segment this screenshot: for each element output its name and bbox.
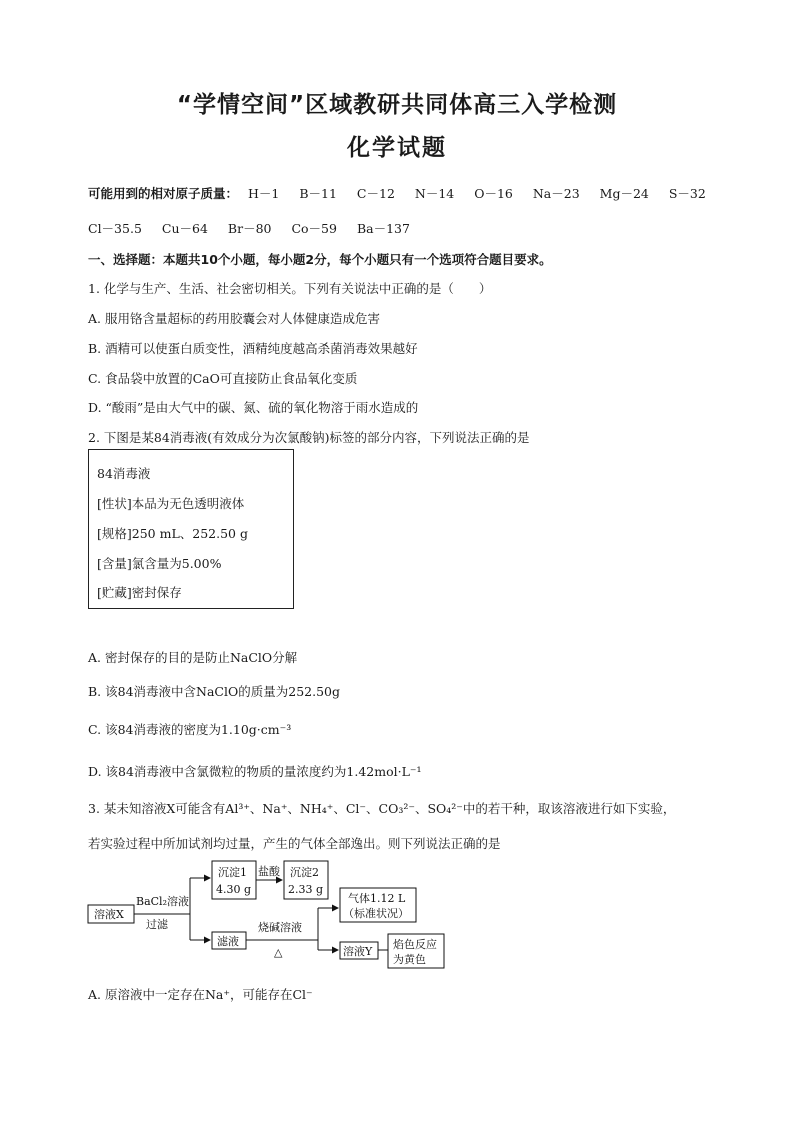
experiment-flowchart <box>86 858 466 970</box>
q2-option-d: D. 该84消毒液中含氯微粒的物质的量浓度约为1.42mol·L⁻¹ <box>88 764 422 779</box>
q1-option-d: D. “酸雨”是由大气中的碳、氮、硫的氧化物溶于雨水造成的 <box>88 400 419 415</box>
precip-2-mass: 2.33 g <box>288 883 324 896</box>
q3-option-a: A. 原溶液中一定存在Na⁺，可能存在Cl⁻ <box>88 987 313 1002</box>
q2-option-b: B. 该84消毒液中含NaClO的质量为252.50g <box>88 684 340 699</box>
mass-item: N－14 <box>414 186 455 201</box>
mass-item: C－12 <box>356 186 395 201</box>
atomic-mass-line-1 <box>88 184 722 202</box>
label-line: [性状]本品为无色透明液体 <box>97 496 245 511</box>
heat-symbol: △ <box>274 946 283 959</box>
q1-option-c: C. 食品袋中放置的CaO可直接防止食品氧化变质 <box>88 371 358 386</box>
mass-item: Ba－137 <box>356 221 410 236</box>
label-line: [规格]250 mL、252.50 g <box>97 526 248 541</box>
label-line: [贮藏]密封保存 <box>97 585 182 600</box>
label-line: [含量]氯含量为5.00% <box>97 556 222 571</box>
q3-stem-1: 3. 某未知溶液X可能含有Al³⁺、Na⁺、NH₄⁺、Cl⁻、CO₃²⁻、SO₄²⁻中的若干种，取该溶液进行如下实验， <box>88 801 676 816</box>
gas-label: 气体1.12 L <box>348 892 406 905</box>
exam-subtitle: 化学试题 <box>347 135 447 161</box>
q3-stem-2: 若实验过程中所加试剂均过量，产生的气体全部逸出。则下列说法正确的是 <box>88 836 501 851</box>
filter-label: 过滤 <box>146 918 168 931</box>
mass-item: H－1 <box>248 186 280 201</box>
precip-1-mass: 4.30 g <box>216 883 252 896</box>
mass-item: Br－80 <box>227 221 272 236</box>
mass-item: S－32 <box>668 186 706 201</box>
q2-option-c: C. 该84消毒液的密度为1.10g·cm⁻³ <box>88 722 292 737</box>
section-heading: 一、选择题：本题共10个小题，每小题2分，每个小题只有一个选项符合题目要求。 <box>88 252 552 267</box>
mass-item: Cl－35.5 <box>88 221 142 236</box>
q2-option-a: A. 密封保存的目的是防止NaClO分解 <box>88 650 298 665</box>
flame-test-label-2: 为黄色 <box>393 953 426 966</box>
mass-item: Cu－64 <box>161 221 208 236</box>
precip-1-label: 沉淀1 <box>218 866 247 879</box>
mass-item: Na－23 <box>532 186 580 201</box>
atomic-mass-line-2 <box>88 219 426 237</box>
q1-stem: 1. 化学与生产、生活、社会密切相关。下列有关说法中正确的是（ ） <box>88 281 492 296</box>
solution-x-label: 溶液X <box>94 908 124 921</box>
disinfectant-label <box>88 449 294 609</box>
q1-option-b: B. 酒精可以使蛋白质变性，酒精纯度越高杀菌消毒效果越好 <box>88 341 418 356</box>
mass-item: Mg－24 <box>599 186 649 201</box>
solution-y-label: 溶液Y <box>343 945 373 958</box>
filtrate-label: 滤液 <box>217 935 239 948</box>
label-line: 84消毒液 <box>97 466 151 481</box>
flame-test-label-1: 焰色反应 <box>393 938 437 951</box>
q2-stem: 2. 下图是某84消毒液(有效成分为次氯酸钠)标签的部分内容，下列说法正确的是 <box>88 430 530 445</box>
mass-item: Co－59 <box>291 221 337 236</box>
q1-option-a: A. 服用铬含量超标的药用胶囊会对人体健康造成危害 <box>88 311 380 326</box>
atomic-mass-label: 可能用到的相对原子质量： <box>88 186 239 201</box>
reagent-2-label: 烧碱溶液 <box>258 921 302 934</box>
mass-item: B－11 <box>299 186 337 201</box>
gas-condition: （标准状况） <box>343 907 409 920</box>
mass-item: O－16 <box>474 186 513 201</box>
precip-2-label: 沉淀2 <box>290 866 319 879</box>
acid-label: 盐酸 <box>258 865 280 878</box>
exam-title: “学情空间”区域教研共同体高三入学检测 <box>176 92 618 118</box>
reagent-1-label: BaCl₂溶液 <box>136 895 189 908</box>
